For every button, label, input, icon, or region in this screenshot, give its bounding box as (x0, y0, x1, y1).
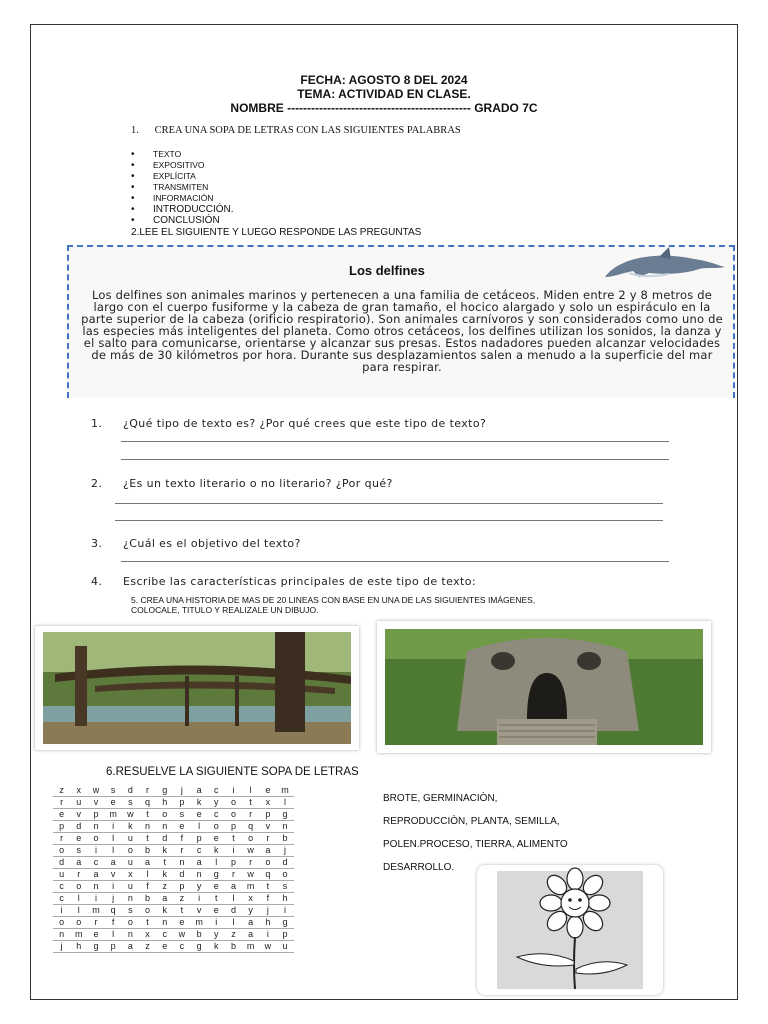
grid-cell[interactable]: o (122, 845, 139, 857)
grid-cell[interactable]: e (105, 797, 122, 809)
name-grade-line: NOMBRE ---------------------------------------------- GRADO 7C (230, 101, 538, 115)
grid-cell[interactable]: t (242, 797, 259, 809)
grid-cell[interactable]: t (139, 833, 156, 845)
grid-cell[interactable]: w (122, 809, 139, 821)
grid-cell[interactable]: p (173, 881, 190, 893)
grid-cell[interactable]: d (53, 857, 70, 869)
grid-cell[interactable]: k (156, 905, 173, 917)
grid-cell[interactable]: a (105, 857, 122, 869)
grid-cell[interactable]: g (156, 785, 173, 797)
grid-cell[interactable]: l (105, 845, 122, 857)
question-number: 4. (91, 575, 103, 588)
grid-cell[interactable]: t (173, 905, 190, 917)
grid-cell[interactable]: t (156, 857, 173, 869)
grid-row (53, 809, 294, 821)
grid-cell[interactable]: s (122, 797, 139, 809)
grid-cell[interactable]: l (70, 905, 87, 917)
word-search-grid[interactable] (53, 785, 294, 953)
grid-cell[interactable]: p (105, 941, 122, 953)
reading-box (67, 245, 735, 398)
word-line: DESARROLLO. (383, 862, 455, 873)
grid-cell[interactable]: w (242, 869, 259, 881)
grid-cell[interactable]: l (208, 857, 225, 869)
grid-cell[interactable]: e (173, 821, 190, 833)
grid-cell[interactable]: x (259, 797, 276, 809)
grid-cell[interactable]: a (191, 857, 208, 869)
grid-cell[interactable]: o (208, 821, 225, 833)
grid-row (53, 845, 294, 857)
grid-cell[interactable]: a (139, 857, 156, 869)
grid-cell[interactable]: y (208, 797, 225, 809)
grid-cell[interactable]: u (122, 857, 139, 869)
grid-cell[interactable]: m (242, 941, 259, 953)
grid-cell[interactable]: x (70, 785, 87, 797)
grid-cell[interactable]: i (53, 905, 70, 917)
word-line: REPRODUCCIÒN, PLANTA, SEMILLA, (383, 816, 560, 827)
question-text: ¿Cuál es el objetivo del texto? (123, 537, 301, 550)
grid-cell[interactable]: q (242, 821, 259, 833)
grid-cell[interactable]: l (225, 917, 242, 929)
question-text: ¿Es un texto literario o no literario? ¿Por qué? (123, 477, 393, 490)
grid-cell[interactable]: h (70, 941, 87, 953)
grid-cell[interactable]: e (259, 785, 276, 797)
grid-cell[interactable]: o (122, 917, 139, 929)
grid-cell[interactable]: n (122, 929, 139, 941)
grid-cell[interactable]: x (242, 893, 259, 905)
grid-cell[interactable]: m (87, 905, 104, 917)
grid-cell[interactable]: r (225, 869, 242, 881)
grid-cell[interactable]: p (276, 929, 293, 941)
grid-cell[interactable]: d (156, 833, 173, 845)
grid-cell[interactable]: u (122, 833, 139, 845)
grid-cell[interactable]: n (156, 821, 173, 833)
date-line: FECHA: AGOSTO 8 DEL 2024 (300, 73, 468, 87)
grid-cell[interactable]: n (87, 821, 104, 833)
grid-row (53, 869, 294, 881)
grid-cell[interactable]: n (87, 881, 104, 893)
task-2-instruction: 2.LEE EL SIGUIENTE Y LUEGO RESPONDE LAS PREGUNTAS (131, 227, 422, 238)
grid-cell[interactable]: j (259, 905, 276, 917)
grid-cell[interactable]: t (259, 881, 276, 893)
word-item: • TRANSMITEN (131, 182, 234, 193)
grid-cell[interactable]: a (122, 941, 139, 953)
grid-cell[interactable]: g (191, 941, 208, 953)
grid-cell[interactable]: f (105, 917, 122, 929)
grid-cell[interactable]: m (276, 785, 293, 797)
grid-cell[interactable]: c (53, 893, 70, 905)
grid-cell[interactable]: n (173, 857, 190, 869)
grid-cell[interactable]: v (70, 809, 87, 821)
grid-cell[interactable]: c (208, 785, 225, 797)
grid-cell[interactable]: n (191, 869, 208, 881)
grid-row (53, 929, 294, 941)
grid-cell[interactable]: e (70, 833, 87, 845)
grid-cell[interactable]: q (139, 797, 156, 809)
reading-title: Los delfines (349, 263, 425, 278)
grid-cell[interactable]: i (259, 929, 276, 941)
grid-cell[interactable]: s (276, 881, 293, 893)
grid-cell[interactable]: k (156, 845, 173, 857)
reading-text: Los delfines son animales marinos y pertenecen a una familia de cetáceos. Miden entre 2 y 8 metros de largo con el cuerpo fusiforme y la cabeza de gran tamaño, el hocico alargado y solo un espiráculo en la parte superior de la cabeza (orificio respiratorio). Son animales carnívoros y son considerados como uno de las especies más inteligentes del planeta. Como otros cetáceos, los delfines utilizan los sonidos, la danza y el salto para comunicarse, orientarse y alcanzar sus presas. Estos nadadores pueden alcanzar velocidades de más de 30 kilómetros por hora. Durante sus desplazamientos salen a menudo a la superficie del mar para respirar. (81, 288, 723, 374)
grid-cell[interactable]: p (87, 809, 104, 821)
grid-cell[interactable]: f (259, 893, 276, 905)
grid-cell[interactable]: h (276, 893, 293, 905)
grid-cell[interactable]: i (276, 905, 293, 917)
grid-cell[interactable]: a (87, 869, 104, 881)
answer-line[interactable] (115, 520, 663, 521)
grid-cell[interactable]: r (259, 833, 276, 845)
grid-cell[interactable]: o (225, 809, 242, 821)
grid-cell[interactable]: r (53, 797, 70, 809)
grid-cell[interactable]: y (208, 929, 225, 941)
grid-cell[interactable]: m (70, 929, 87, 941)
grid-cell[interactable]: v (191, 905, 208, 917)
grid-cell[interactable]: l (139, 869, 156, 881)
grid-cell[interactable]: r (87, 917, 104, 929)
question-number: 3. (91, 537, 103, 550)
grid-cell[interactable]: l (225, 893, 242, 905)
grid-cell[interactable]: i (208, 917, 225, 929)
question-4 (91, 575, 476, 588)
grid-cell[interactable]: j (173, 785, 190, 797)
grid-cell[interactable]: a (242, 929, 259, 941)
grid-cell[interactable]: t (139, 917, 156, 929)
grid-cell[interactable]: j (53, 941, 70, 953)
grid-cell[interactable]: h (259, 917, 276, 929)
grid-cell[interactable]: n (53, 929, 70, 941)
grid-cell[interactable]: u (122, 881, 139, 893)
grid-cell[interactable]: g (276, 809, 293, 821)
grid-cell[interactable]: x (139, 929, 156, 941)
grid-cell[interactable]: t (139, 809, 156, 821)
grid-cell[interactable]: p (225, 821, 242, 833)
grid-cell[interactable]: k (156, 869, 173, 881)
word-item: • EXPLÍCITA (131, 171, 234, 182)
grid-cell[interactable]: o (225, 797, 242, 809)
grid-cell[interactable]: n (156, 917, 173, 929)
flower-drawing (477, 865, 663, 995)
grid-cell[interactable]: d (122, 785, 139, 797)
grid-row (53, 917, 294, 929)
grid-cell[interactable]: b (139, 845, 156, 857)
grid-cell[interactable]: m (242, 881, 259, 893)
task-5-line-2: COLOCALE, TITULO Y REALIZALE UN DIBUJO. (131, 605, 319, 615)
grid-cell[interactable]: r (139, 785, 156, 797)
grid-cell[interactable]: q (105, 905, 122, 917)
grid-cell[interactable]: x (122, 869, 139, 881)
grid-cell[interactable]: c (191, 845, 208, 857)
grid-cell[interactable]: f (139, 881, 156, 893)
grid-cell[interactable]: k (122, 821, 139, 833)
grid-cell[interactable]: i (87, 893, 104, 905)
grid-cell[interactable]: s (122, 905, 139, 917)
grid-cell[interactable]: w (173, 929, 190, 941)
grid-cell[interactable]: t (208, 893, 225, 905)
grid-row (53, 833, 294, 845)
grid-cell[interactable]: c (173, 941, 190, 953)
grid-cell[interactable]: n (276, 821, 293, 833)
grid-row (53, 797, 294, 809)
grid-cell[interactable]: w (242, 845, 259, 857)
grid-cell[interactable]: b (276, 833, 293, 845)
grid-cell[interactable]: p (173, 797, 190, 809)
grid-cell[interactable]: z (53, 785, 70, 797)
grid-cell[interactable]: o (53, 845, 70, 857)
answer-line[interactable] (115, 503, 663, 504)
question-3 (91, 537, 301, 550)
grid-cell[interactable]: a (70, 857, 87, 869)
word-item: • EXPOSITIVO (131, 160, 234, 171)
grid-cell[interactable]: a (225, 881, 242, 893)
grid-cell[interactable]: w (87, 785, 104, 797)
word-item: • INTRODUCCIÓN. (131, 204, 234, 215)
question-number: 2. (91, 477, 103, 490)
grid-cell[interactable]: s (173, 809, 190, 821)
grid-cell[interactable]: l (105, 929, 122, 941)
grid-cell[interactable]: n (122, 893, 139, 905)
grid-cell[interactable]: e (173, 917, 190, 929)
grid-cell[interactable]: k (208, 845, 225, 857)
grid-cell[interactable]: g (87, 941, 104, 953)
grid-cell[interactable]: r (173, 845, 190, 857)
grid-cell[interactable]: h (156, 797, 173, 809)
grid-cell[interactable]: i (105, 821, 122, 833)
grid-cell[interactable]: g (276, 917, 293, 929)
grid-cell[interactable]: p (53, 821, 70, 833)
grid-row (53, 857, 294, 869)
grid-row (53, 893, 294, 905)
grid-cell[interactable]: o (70, 917, 87, 929)
grid-row (53, 881, 294, 893)
grid-cell[interactable]: d (173, 869, 190, 881)
grid-cell[interactable]: z (139, 941, 156, 953)
stone-face-cave-photo (377, 621, 711, 753)
grid-cell[interactable]: o (259, 857, 276, 869)
word-item: • CONCLUSIÓN (131, 215, 234, 226)
question-number: 1. (91, 417, 103, 430)
grid-row (53, 785, 294, 797)
grid-cell[interactable]: s (70, 845, 87, 857)
grid-cell[interactable]: r (53, 833, 70, 845)
grid-cell[interactable]: o (276, 869, 293, 881)
grid-cell[interactable]: o (156, 809, 173, 821)
grid-cell[interactable]: a (156, 893, 173, 905)
grid-cell[interactable]: j (105, 893, 122, 905)
grid-cell[interactable]: r (242, 857, 259, 869)
grid-cell[interactable]: e (208, 881, 225, 893)
task-5-line-1: 5. CREA UNA HISTORIA DE MAS DE 20 LINEAS CON BASE EN UNA DE LAS SIGUIENTES IMÁGENES, (131, 595, 536, 605)
grid-cell[interactable]: e (53, 809, 70, 821)
grid-cell[interactable]: e (191, 809, 208, 821)
grid-cell[interactable]: e (156, 941, 173, 953)
task-5-instruction (131, 595, 535, 615)
answer-line[interactable] (121, 561, 669, 562)
grid-row (53, 941, 294, 953)
word-item: • TEXTO (131, 149, 234, 160)
answer-line[interactable] (121, 441, 669, 442)
grid-cell[interactable]: u (53, 869, 70, 881)
grid-cell[interactable]: p (259, 809, 276, 821)
grid-cell[interactable]: l (105, 833, 122, 845)
grid-cell[interactable]: m (105, 809, 122, 821)
grid-cell[interactable]: l (276, 797, 293, 809)
task-1-instruction: 1. CREA UNA SOPA DE LETRAS CON LAS SIGUIENTES PALABRAS (131, 125, 461, 136)
word-list (131, 149, 234, 226)
grid-cell[interactable]: l (242, 785, 259, 797)
question-1 (91, 417, 486, 430)
grid-cell[interactable]: o (139, 905, 156, 917)
grid-cell[interactable]: n (139, 821, 156, 833)
question-text: ¿Qué tipo de texto es? ¿Por qué crees que este tipo de texto? (123, 417, 487, 430)
grid-cell[interactable]: d (276, 857, 293, 869)
grid-cell[interactable]: c (53, 881, 70, 893)
grid-cell[interactable]: s (105, 785, 122, 797)
question-2 (91, 477, 393, 490)
grid-cell[interactable]: c (208, 809, 225, 821)
grid-row (53, 821, 294, 833)
question-text: Escribe las características principales de este tipo de texto: (123, 575, 476, 588)
word-item: • INFORMACIÓN (131, 193, 234, 204)
word-line: BROTE, GERMINACIÒN, (383, 793, 498, 804)
grid-cell[interactable]: q (259, 869, 276, 881)
grid-cell[interactable]: y (191, 881, 208, 893)
grid-cell[interactable]: d (225, 905, 242, 917)
grid-cell[interactable]: i (225, 785, 242, 797)
grid-cell[interactable]: g (208, 869, 225, 881)
grid-cell[interactable]: o (242, 833, 259, 845)
grid-cell[interactable]: o (87, 833, 104, 845)
grid-cell[interactable]: a (242, 917, 259, 929)
grid-cell[interactable]: v (105, 869, 122, 881)
grid-cell[interactable]: v (259, 821, 276, 833)
grid-cell[interactable]: i (87, 845, 104, 857)
grid-cell[interactable]: m (191, 917, 208, 929)
topic-line: TEMA: ACTIVIDAD EN CLASE. (297, 87, 471, 101)
grid-cell[interactable]: b (191, 929, 208, 941)
bridge-forest-photo (35, 626, 359, 750)
grid-cell[interactable]: l (70, 893, 87, 905)
grid-cell[interactable]: w (259, 941, 276, 953)
grid-cell[interactable]: f (173, 833, 190, 845)
grid-cell[interactable]: e (208, 905, 225, 917)
grid-cell[interactable]: z (173, 893, 190, 905)
grid-cell[interactable]: b (139, 893, 156, 905)
grid-cell[interactable]: i (225, 845, 242, 857)
grid-cell[interactable]: o (70, 881, 87, 893)
grid-cell[interactable]: k (191, 797, 208, 809)
grid-cell[interactable]: z (156, 881, 173, 893)
grid-cell[interactable]: a (191, 785, 208, 797)
grid-cell[interactable]: c (156, 929, 173, 941)
grid-cell[interactable]: p (225, 857, 242, 869)
grid-cell[interactable]: c (87, 857, 104, 869)
grid-cell[interactable]: z (225, 929, 242, 941)
grid-cell[interactable]: d (70, 821, 87, 833)
word-line: POLEN.PROCESO, TIERRA, ALIMENTO (383, 839, 568, 850)
grid-cell[interactable]: e (208, 833, 225, 845)
grid-cell[interactable]: j (276, 845, 293, 857)
grid-cell[interactable]: a (259, 845, 276, 857)
grid-cell[interactable]: u (70, 797, 87, 809)
grid-cell[interactable]: b (225, 941, 242, 953)
grid-cell[interactable]: u (276, 941, 293, 953)
grid-cell[interactable]: i (105, 881, 122, 893)
task-6-instruction: 6.RESUELVE LA SIGUIENTE SOPA DE LETRAS (106, 766, 359, 778)
grid-cell[interactable]: v (87, 797, 104, 809)
grid-cell[interactable]: y (242, 905, 259, 917)
grid-cell[interactable]: t (225, 833, 242, 845)
grid-cell[interactable]: e (87, 929, 104, 941)
grid-cell[interactable]: p (191, 833, 208, 845)
grid-cell[interactable]: r (70, 869, 87, 881)
grid-cell[interactable]: r (242, 809, 259, 821)
grid-row (53, 905, 294, 917)
grid-cell[interactable]: o (53, 917, 70, 929)
answer-line[interactable] (121, 459, 669, 460)
grid-cell[interactable]: k (208, 941, 225, 953)
header (31, 73, 737, 115)
grid-cell[interactable]: i (191, 893, 208, 905)
worksheet-page (30, 24, 738, 1000)
grid-cell[interactable]: l (191, 821, 208, 833)
dolphin-image (599, 247, 729, 287)
